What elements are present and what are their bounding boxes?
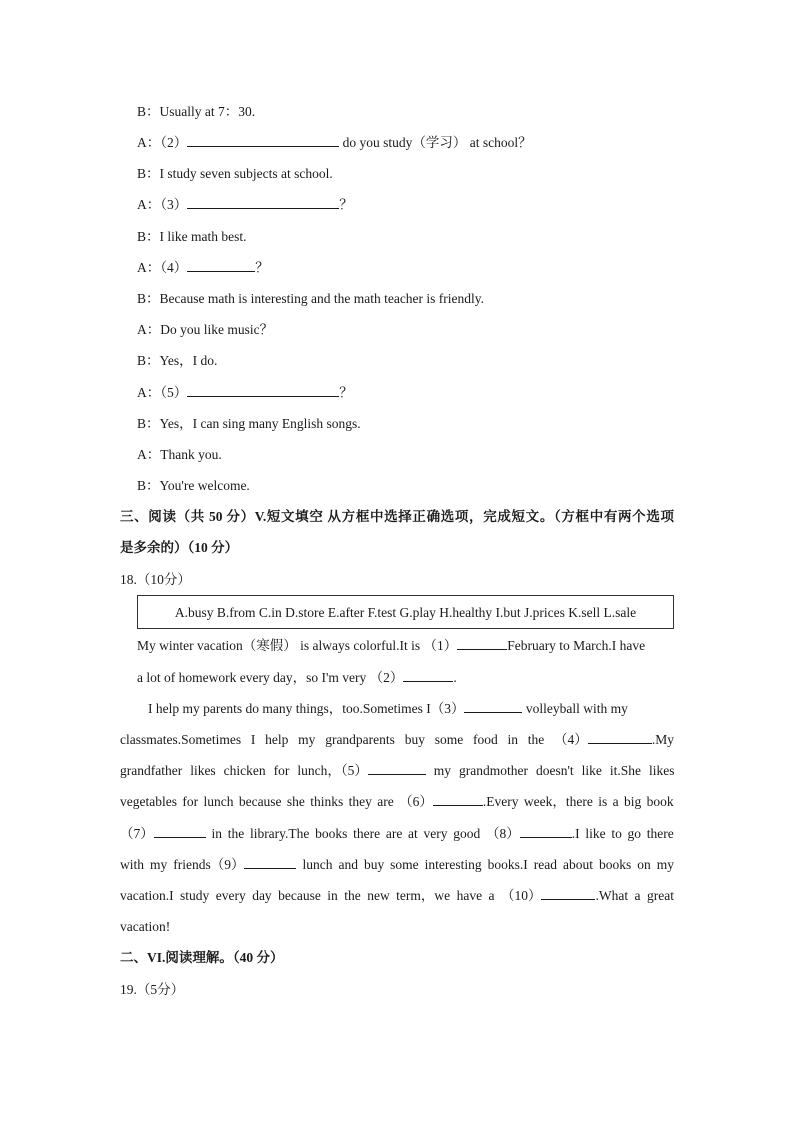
- dialogue-line-10: A：（5） ？: [137, 385, 353, 400]
- passage-line-6: vegetables for lunch because she thinks they are （6） .Every week，there is a big book: [120, 794, 674, 809]
- passage-line-10: vacation!: [120, 919, 171, 934]
- dialogue-line-4: A：（3） ？: [137, 197, 353, 212]
- dialogue-line-9: B：Yes，I do.: [137, 353, 218, 368]
- dialogue-line-6: A：（4） ？: [137, 260, 269, 275]
- passage-line-8: with my friends（9） lunch and buy some interesting books.I read about books on my: [120, 857, 674, 872]
- dialogue-line-8: A：Do you like music？: [137, 322, 274, 337]
- passage-blank-8[interactable]: [520, 825, 572, 838]
- question-18-number: 18.（10分）: [120, 572, 191, 587]
- passage-blank-7[interactable]: [154, 825, 206, 838]
- passage-blank-4[interactable]: [588, 731, 652, 744]
- passage-blank-10[interactable]: [541, 887, 595, 900]
- dialogue-line-7: B：Because math is interesting and the math teacher is friendly.: [137, 291, 485, 306]
- dialogue-line-12: A：Thank you.: [137, 447, 222, 462]
- passage-blank-3[interactable]: [464, 700, 522, 713]
- options-box: A.busy B.from C.in D.store E.after F.test G.play H.healthy I.but J.prices K.sell L.sale: [137, 595, 674, 629]
- dialogue-line-13: B：You're welcome.: [137, 478, 250, 493]
- passage-line-7: （7） in the library.The books there are at very good （8） .I like to go there: [120, 826, 674, 841]
- dialogue-line-2: A：（2） do you study（学习） at school？: [137, 135, 532, 150]
- passage-blank-9[interactable]: [244, 856, 296, 869]
- passage-line-9: vacation.I study every day because in the new term，we have a （10） .What a great: [120, 888, 674, 903]
- dialogue-line-1: B：Usually at 7：30.: [137, 104, 256, 119]
- passage-blank-5[interactable]: [368, 762, 426, 775]
- passage-line-1: My winter vacation（寒假） is always colorful.It is （1） February to March.I have: [137, 638, 646, 653]
- dialogue-line-5: B：I like math best.: [137, 229, 247, 244]
- section-3-heading-line-1: 三、阅读（共 50 分）V.短文填空 从方框中选择正确选项，完成短文。（方框中有两个选项: [120, 509, 674, 524]
- dialogue-line-3: B：I study seven subjects at school.: [137, 166, 333, 181]
- passage-blank-2[interactable]: [403, 669, 453, 682]
- passage-line-3: I help my parents do many things，too.Sometimes I（3） volleyball with my: [148, 701, 628, 716]
- answer-blank-2[interactable]: [187, 134, 339, 147]
- section-2-heading: 二、VI.阅读理解。（40 分）: [120, 950, 284, 965]
- answer-blank-5[interactable]: [187, 384, 339, 397]
- passage-line-5: grandfather likes chicken for lunch，（5） my grandmother doesn't like it.She likes: [120, 763, 675, 778]
- question-19-number: 19.（5分）: [120, 982, 185, 997]
- passage-blank-1[interactable]: [457, 637, 507, 650]
- answer-blank-4[interactable]: [187, 259, 255, 272]
- section-3-heading-line-2: 是多余的）（10 分）: [120, 540, 239, 555]
- passage-line-4: classmates.Sometimes I help my grandparents buy some food in the （4） .My: [120, 732, 674, 747]
- answer-blank-3[interactable]: [187, 196, 339, 209]
- passage-line-2: a lot of homework every day，so I'm very （2） .: [137, 670, 457, 685]
- dialogue-line-11: B：Yes，I can sing many English songs.: [137, 416, 361, 431]
- passage-blank-6[interactable]: [433, 793, 483, 806]
